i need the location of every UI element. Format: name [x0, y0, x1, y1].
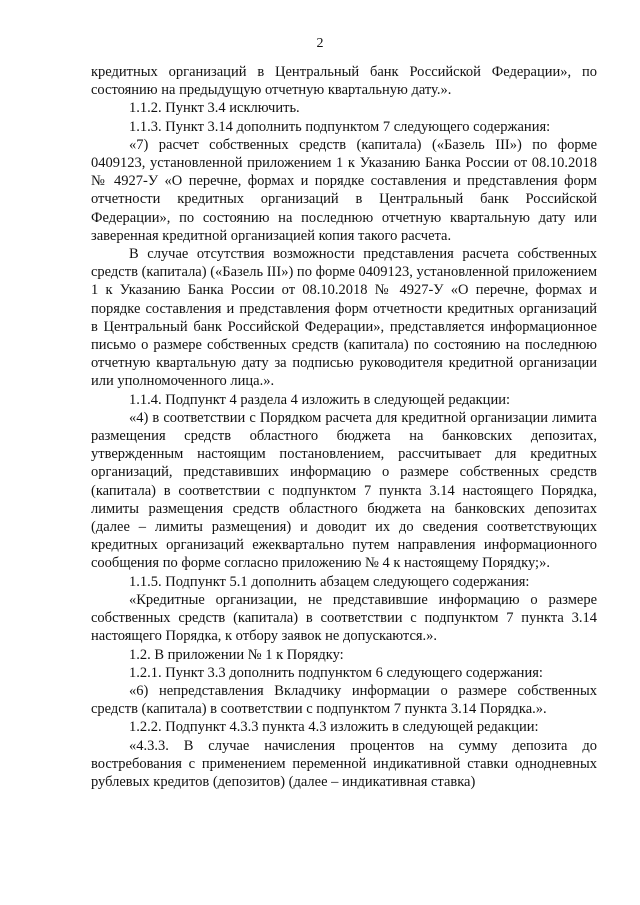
paragraph-subitem-6: «6) непредставления Вкладчику информации о размере собственных средств (капитала) в соответствии с подпунктом 7 пункта 3.14 Порядка.».	[91, 682, 597, 718]
page-number: 2	[316, 36, 324, 51]
paragraph-credit-orgs: «Кредитные организации, не представившие информацию о размере собственных средств (капитала) в соответствии с подпунктом 7 пункта 3.14 настоящего Порядка, к отбору заявок не допускаются.».	[91, 591, 597, 645]
paragraph-4-3-3: «4.3.3. В случае начисления процентов на сумму депозита до востребования с применением переменной индикативной ставки однодневных рублевых кредитов (депозитов) (далее – индикативная ставка)	[91, 737, 597, 790]
paragraph-1-1-3: 1.1.3. Пункт 3.14 дополнить подпунктом 7 следующего содержания:	[129, 118, 551, 135]
paragraph-continuation: кредитных организаций в Центральный банк Российской Федерации», по состоянию на предыдущую отчетную квартальную дату.».	[91, 64, 597, 99]
paragraph-1-1-5: 1.1.5. Подпункт 5.1 дополнить абзацем следующего содержания:	[129, 573, 530, 590]
paragraph-1-1-2: 1.1.2. Пункт 3.4 исключить.	[129, 100, 300, 117]
paragraph-alternative-letter: В случае отсутствия возможности представления расчета собственных средств (капитала) («Базель III») по форме 0409123, установленной приложением 1 к Указанию Банка России от 08.10.2018 № 4927-У «О перечне, формах и порядке составления и представления форм отчетности кредитных организаций в Центральный банк Российской Федерации», представляется информационное письмо о размере собственных средств (капитала) по состоянию на последнюю отчетную квартальную дату за подписью руководителя кредитной организации или уполномоченного лица.».	[91, 246, 597, 390]
paragraph-1-1-4: 1.1.4. Подпункт 4 раздела 4 изложить в следующей редакции:	[129, 391, 510, 408]
paragraph-1-2-2: 1.2.2. Подпункт 4.3.3 пункта 4.3 изложить в следующей редакции:	[129, 719, 539, 736]
paragraph-1-2: 1.2. В приложении № 1 к Порядку:	[129, 646, 344, 663]
document-body	[91, 63, 597, 791]
paragraph-1-2-1: 1.2.1. Пункт 3.3 дополнить подпунктом 6 следующего содержания:	[129, 664, 543, 681]
paragraph-subitem-4: «4) в соответствии с Порядком расчета для кредитной организации лимита размещения средств областного бюджета на банковских депозитах, утвержденным настоящим постановлением, рассчитывает для кредитных организаций, представивших информацию о размере собственных средств (капитала) в соответствии с подпунктом 7 пункта 3.14 настоящего Порядка, лимиты размещения средств областного бюджета на банковских депозитах (далее – лимиты размещения) и доводит их до сведения соответствующих кредитных организаций ежеквартально путем направления информационного сообщения по форме согласно приложению № 4 к настоящему Порядку;».	[91, 409, 597, 572]
paragraph-subitem-7: «7) расчет собственных средств (капитала) («Базель III») по форме 0409123, установленной приложением 1 к Указанию Банка России от 08.10.2018 № 4927-У «О перечне, формах и порядке составления и представления форм отчетности кредитных организаций в Центральный банк Российской Федерации», по состоянию на последнюю отчетную квартальную дату или заверенная кредитной организацией копия такого расчета.	[91, 136, 597, 244]
